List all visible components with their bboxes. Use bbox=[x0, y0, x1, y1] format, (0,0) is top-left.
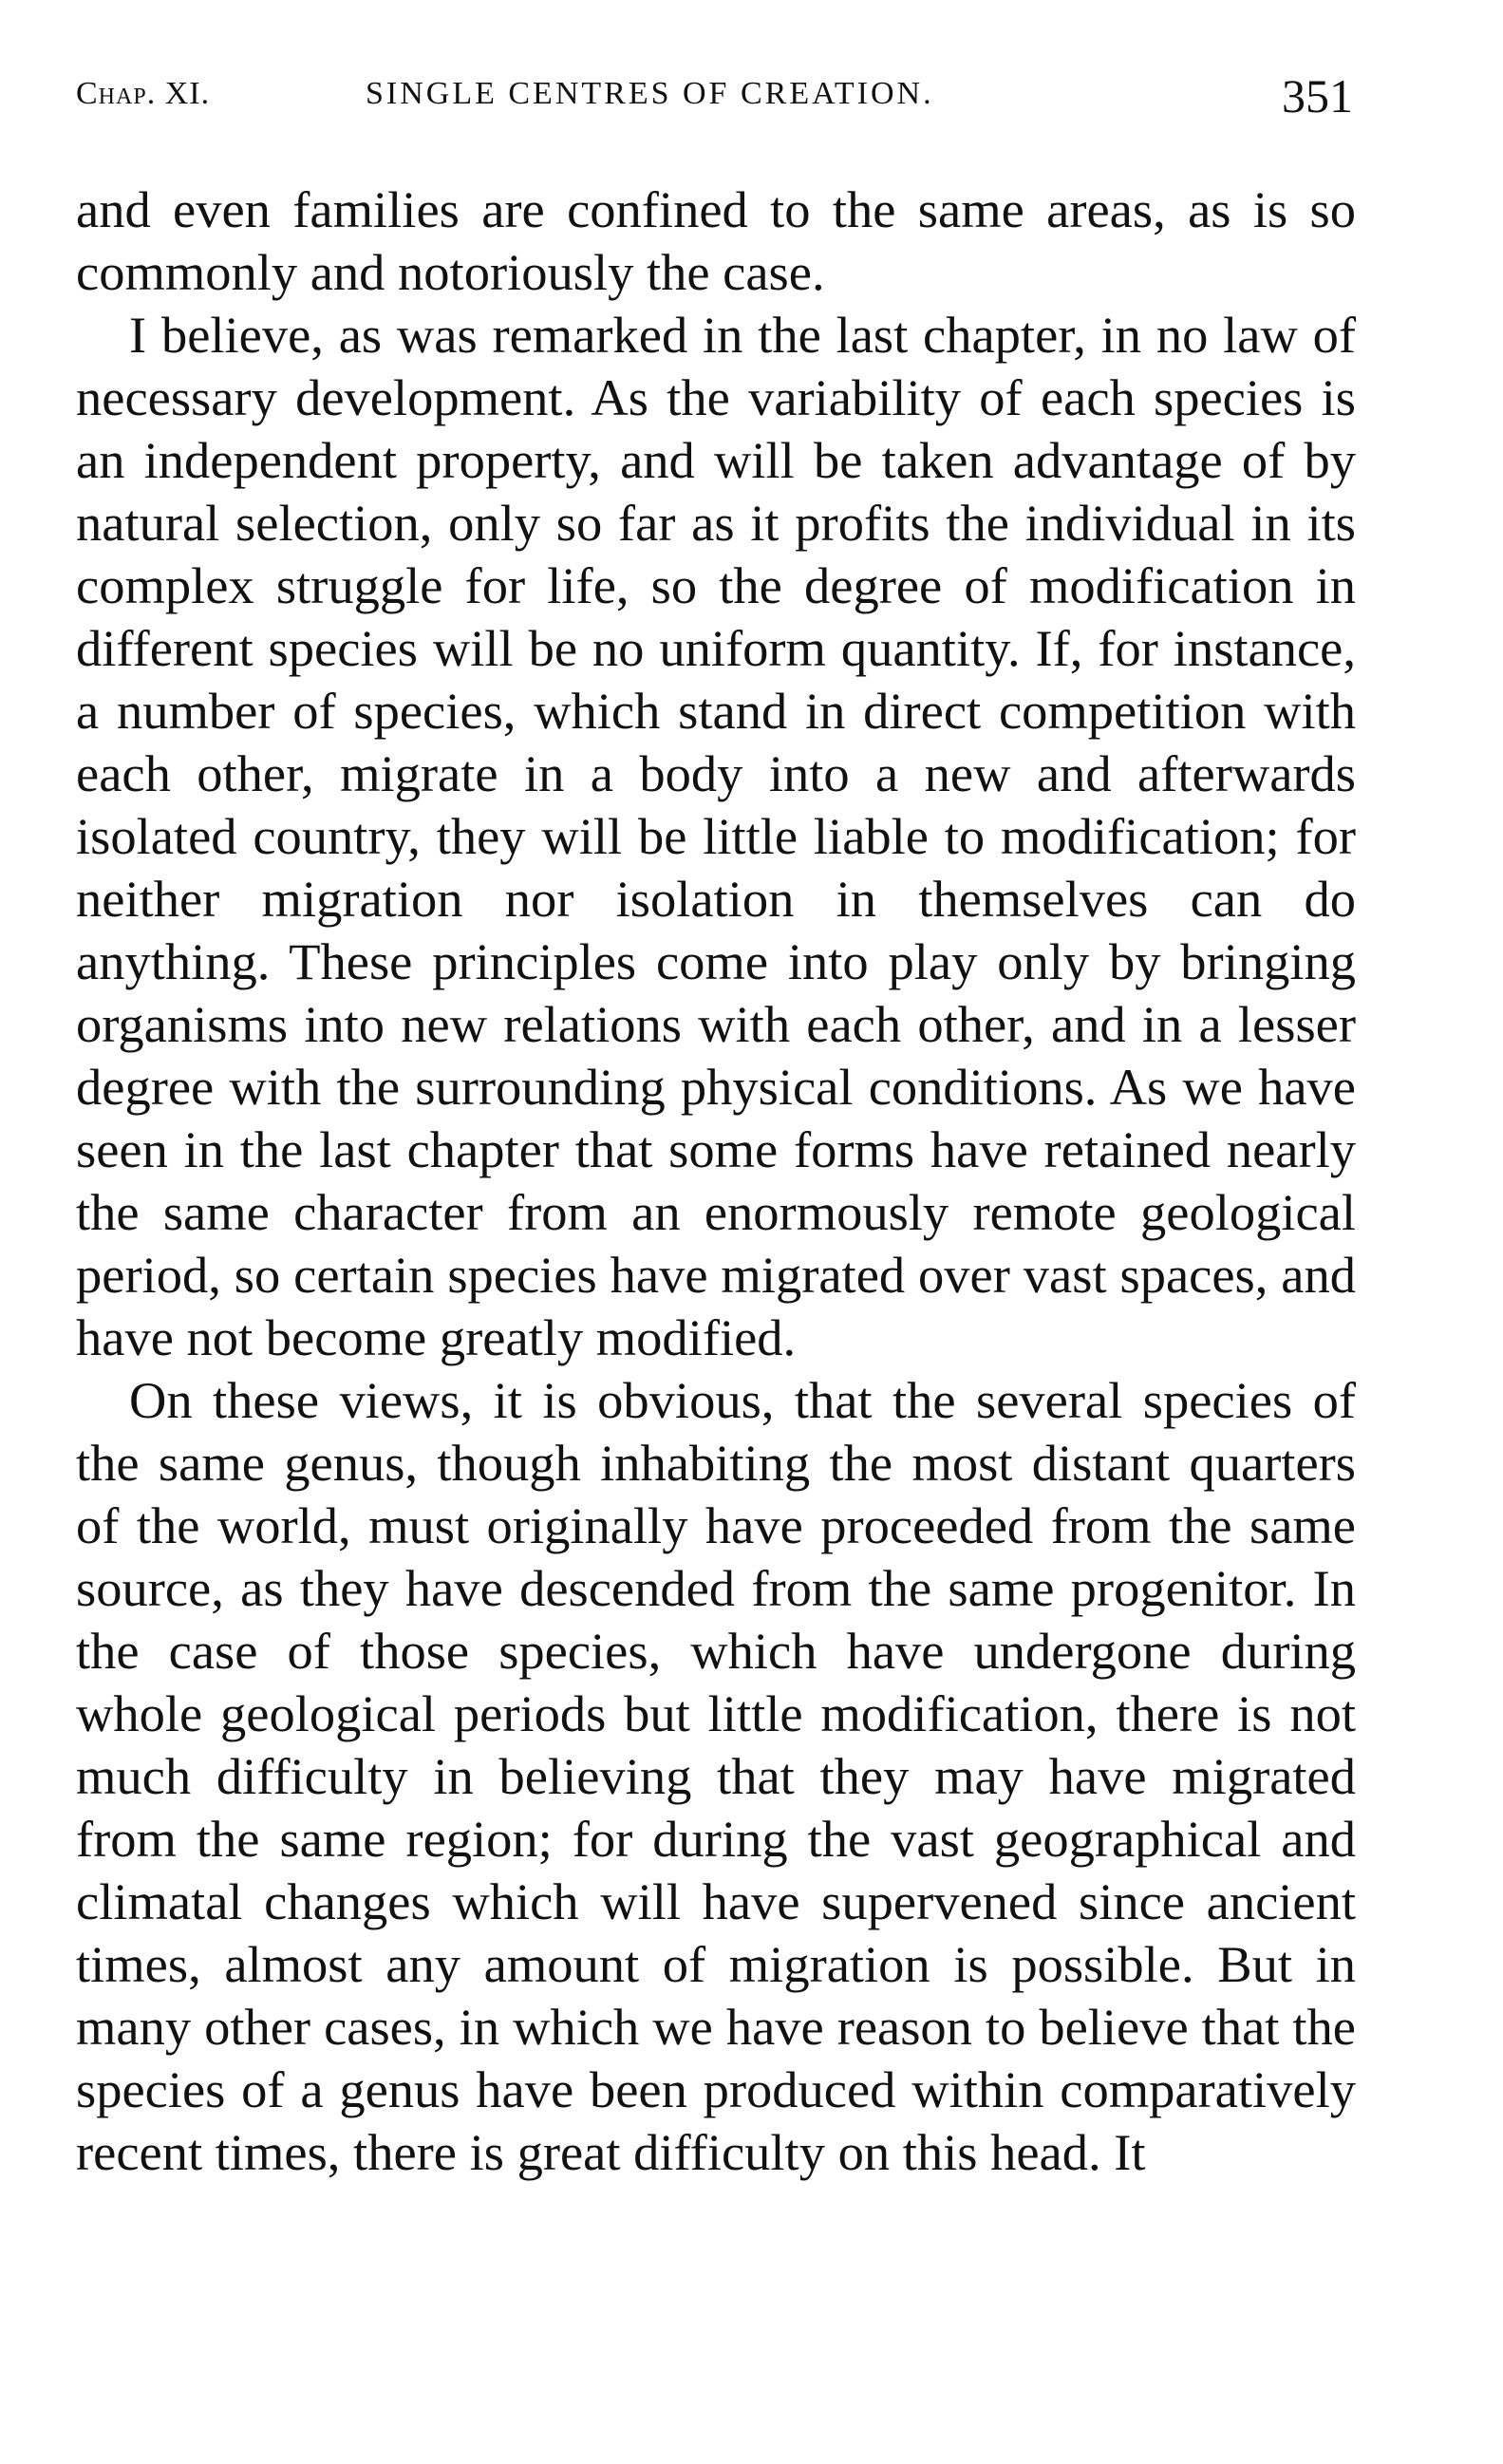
paragraph-continuation: and even families are confined to the same areas, as is so commonly and notoriously the case. bbox=[76, 180, 1356, 301]
body-text bbox=[76, 179, 1356, 2184]
running-head bbox=[76, 68, 1353, 135]
paragraph: I believe, as was remarked in the last chapter, in no law of necessary development. As the variability of each species is an independent property, and will be taken advantage of by natural selection, only so far as it profits the individual in its complex struggle for life, so the degree of modification in different species will be no uniform quantity. If, for instance, a number of species, which stand in direct competition with each other, migrate in a body into a new and afterwards isolated country, they will be little liable to modification; for neither migration nor isolation in themselves can do anything. These principles come into play only by bringing organisms into new relations with each other, and in a lesser degree with the surrounding physical conditions. As we have seen in the last chapter that some forms have retained nearly the same character from an enormously remote geological period, so certain species have migrated over vast spaces, and have not become greatly modified. bbox=[76, 306, 1356, 1366]
paragraph: On these views, it is obvious, that the several species of the same genus, though inhabiting the most distant quarters of the world, must originally have proceeded from the same source, as they have descended from the same progenitor. In the case of those species, which have undergone during whole geological periods but little modification, there is not much difficulty in believing that they may have migrated from the same region; for during the vast geographical and climatal changes which will have supervened since ancient times, almost any amount of migration is possible. But in many other cases, in which we have reason to believe that the species of a genus have been produced within comparatively recent times, there is great difficulty on this head. It bbox=[76, 1371, 1356, 2181]
chapter-label: Chap. XI. bbox=[76, 76, 211, 111]
running-title: SINGLE CENTRES OF CREATION. bbox=[366, 76, 934, 111]
page-number: 351 bbox=[1282, 69, 1353, 122]
